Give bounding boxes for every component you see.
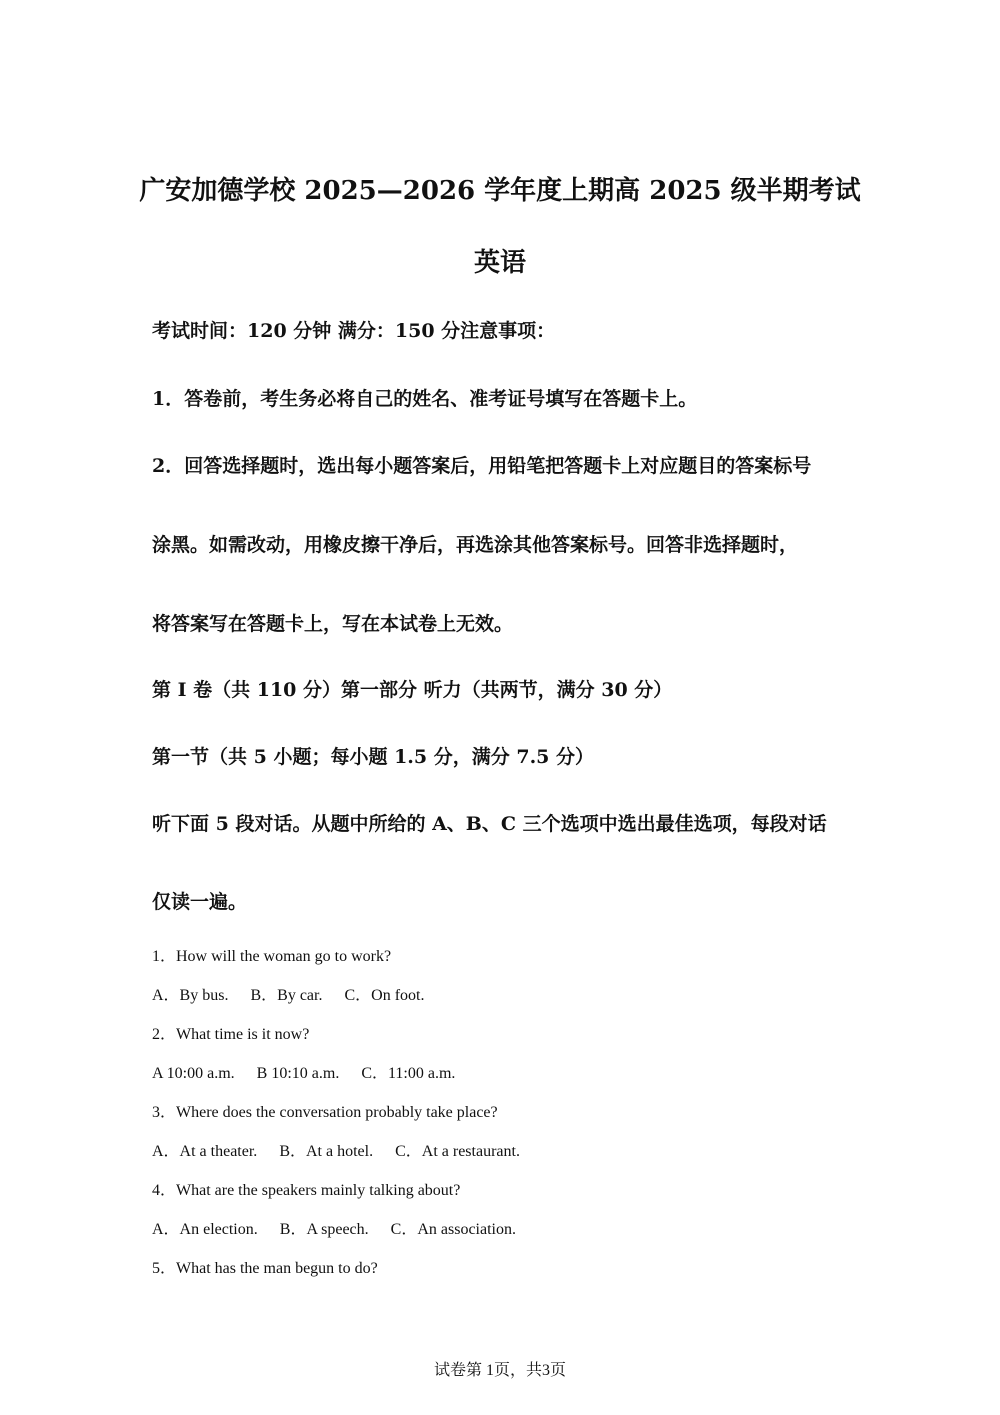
question-stem: 1．How will the woman go to work?	[152, 948, 392, 965]
question-stem: 3．Where does the conversation probably take place?	[152, 1104, 498, 1121]
option-c: C．At a restaurant.	[395, 1143, 520, 1160]
question-options	[152, 982, 872, 1005]
question-stem: 4．What are the speakers mainly talking about?	[152, 1182, 461, 1199]
question-options	[152, 1138, 872, 1161]
instruction-note-2-line-3: 将答案写在答题卡上，写在本试卷上无效。	[152, 613, 514, 635]
question-stem: 5．What has the man begun to do?	[152, 1260, 378, 1277]
instruction-note-1: 1．答卷前，考生务必将自己的姓名、准考证号填写在答题卡上。	[152, 388, 698, 410]
option-c: C．On foot.	[344, 987, 425, 1004]
option-c: C．11:00 a.m.	[361, 1065, 456, 1082]
part-heading: 第一节（共 5 小题；每小题 1.5 分，满分 7.5 分）	[152, 746, 595, 768]
direction-line-2: 仅读一遍。	[152, 891, 248, 913]
page-footer: 试卷第 1页，共3页	[433, 1362, 566, 1379]
option-b: B．At a hotel.	[279, 1143, 374, 1160]
direction-line-1: 听下面 5 段对话。从题中所给的 A、B、C 三个选项中选出最佳选项，每段对话	[152, 813, 827, 835]
option-a: A 10:00 a.m.	[152, 1065, 235, 1082]
question-options	[152, 1216, 872, 1239]
question-stem: 2．What time is it now?	[152, 1026, 310, 1043]
exam-info: 考试时间：120 分钟 满分：150 分注意事项：	[152, 320, 556, 342]
option-b: B 10:10 a.m.	[256, 1065, 340, 1082]
option-a: A．By bus.	[152, 987, 229, 1004]
exam-title: 广安加德学校 2025—2026 学年度上期高 2025 级半期考试	[139, 176, 861, 206]
option-c: C．An association.	[390, 1221, 516, 1238]
option-b: B．A speech.	[279, 1221, 369, 1238]
option-b: B．By car.	[250, 987, 323, 1004]
instruction-note-2-line-2: 涂黑。如需改动，用橡皮擦干净后，再选涂其他答案标号。回答非选择题时，	[152, 534, 799, 556]
option-a: A．An election.	[152, 1221, 258, 1238]
option-a: A．At a theater.	[152, 1143, 258, 1160]
subject-title: 英语	[473, 248, 526, 278]
volume-heading: 第 I 卷（共 110 分）第一部分 听力（共两节，满分 30 分）	[152, 679, 673, 701]
instruction-note-2-line-1: 2．回答选择题时，选出每小题答案后，用铅笔把答题卡上对应题目的答案标号	[152, 455, 812, 477]
question-options	[152, 1060, 872, 1083]
